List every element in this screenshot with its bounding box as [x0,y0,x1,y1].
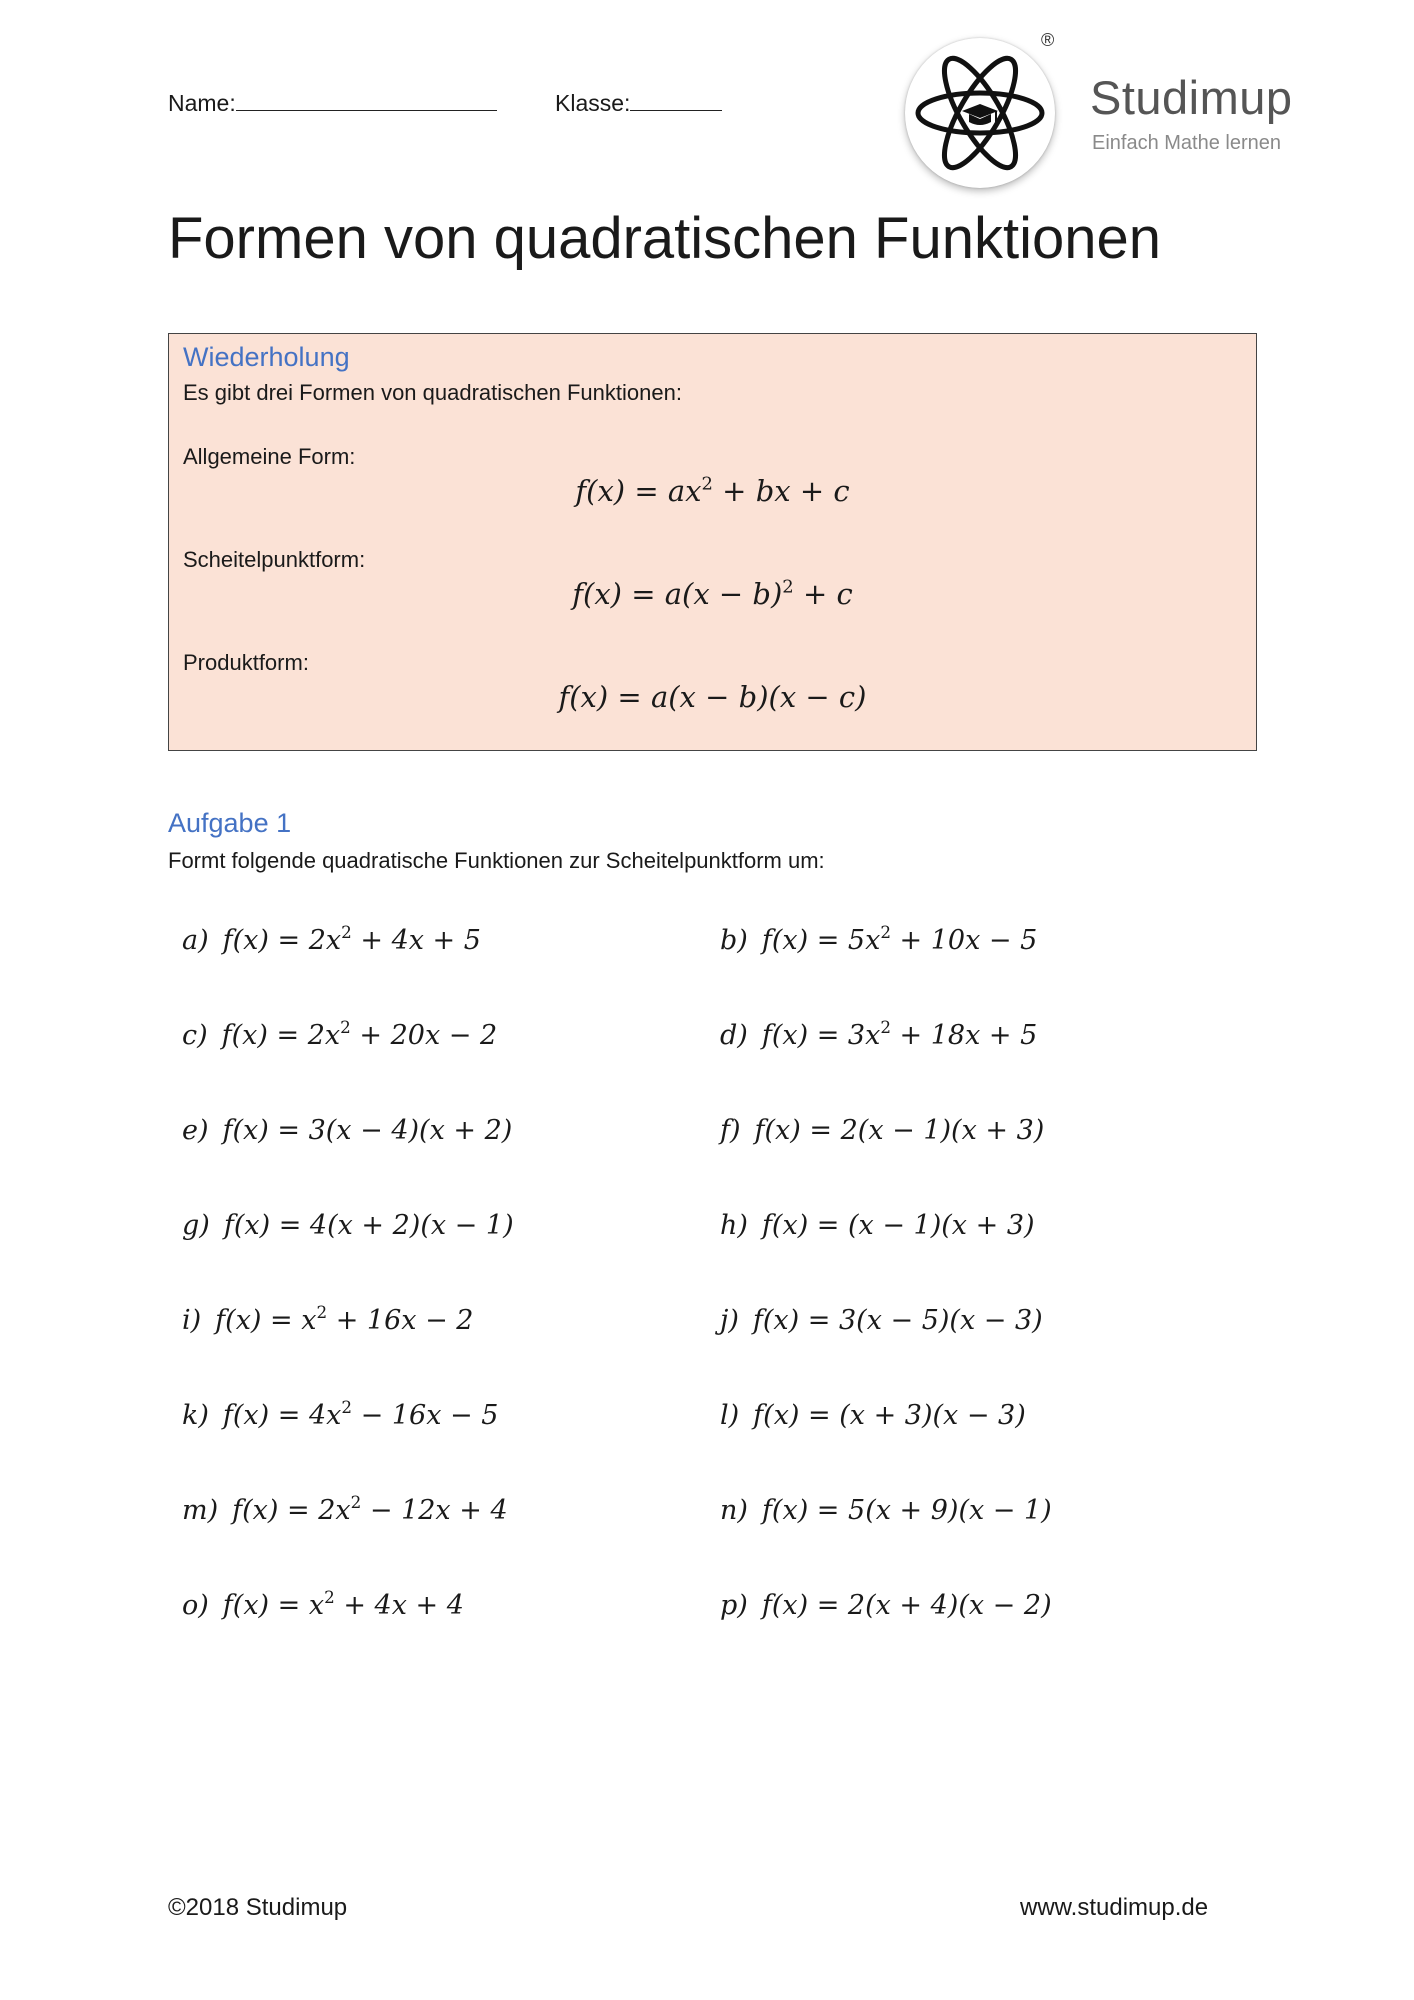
exercise-item: o) $f(x) = x^2 + 4x + 4$ [182,1587,464,1621]
exercise-item: h) f(x) = (x − 1)(x + 3) [720,1210,1035,1241]
brand-name: Studimup [1090,71,1293,124]
exercise-item: n) f(x) = 5(x + 9)(x − 1) [720,1495,1052,1526]
form-label-general: Allgemeine Form: [183,444,356,469]
exercise-label: p) [720,1590,748,1621]
exercise-item: e) f(x) = 3(x − 4)(x + 2) [182,1115,513,1146]
formula-vertex: $f(x) = a(x - b)^2 + c$ [572,576,853,611]
class-label: Klasse: [555,90,631,116]
footer-copyright: ©2018 Studimup [168,1894,348,1921]
formula-product: f(x) = a(x − b)(x − c) [558,680,867,714]
exercise-label: k) [182,1400,209,1431]
class-field [555,88,722,117]
exercise-item: c) $f(x) = 2x^2 + 20x - 2$ [182,1017,498,1051]
exercise-label: f) [720,1115,741,1146]
exercise-label: h) [720,1210,748,1241]
recap-intro: Es gibt drei Formen von quadratischen Funktionen: [183,380,682,405]
exercise-label: i) [182,1305,202,1336]
form-label-vertex: Scheitelpunktform: [183,547,366,572]
exercise-label: o) [182,1590,209,1621]
exercise-item: k) $f(x) = 4x^2 - 16x - 5$ [182,1397,499,1431]
exercise-label: l) [720,1400,740,1431]
exercise-label: g) [182,1210,210,1241]
exercise-label: d) [720,1020,748,1051]
name-blank[interactable] [236,88,497,111]
brand-tagline: Einfach Mathe lernen [1092,132,1282,154]
name-label: Name: [168,90,236,116]
exercise-label: n) [720,1495,748,1526]
exercise-item: b) $f(x) = 5x^2 + 10x - 5$ [720,922,1038,956]
formula-general: $f(x) = ax^2$ + bx + c [575,473,850,508]
task-instruction: Formt folgende quadratische Funktionen zur Scheitelpunktform um: [168,848,825,873]
exercise-item: j) f(x) = 3(x − 5)(x − 3) [720,1305,1043,1336]
task-heading: Aufgabe 1 [168,808,292,838]
exercise-item: m) $f(x) = 2x^2 - 12x + 4$ [182,1492,508,1526]
exercise-item: g) f(x) = 4(x + 2)(x − 1) [182,1210,514,1241]
form-label-product: Produktform: [183,650,309,675]
recap-box [168,333,1257,751]
recap-heading: Wiederholung [183,342,350,372]
exercise-label: a) [182,925,209,956]
registered-mark: ® [1041,30,1055,50]
exercise-label: b) [720,925,748,956]
exercise-item: a) $f(x) = 2x^2 + 4x + 5$ [182,922,481,956]
footer-website[interactable]: www.studimup.de [1020,1894,1209,1921]
exercise-label: j) [720,1305,739,1336]
exercise-label: c) [182,1020,208,1051]
logo-atom-icon [905,38,1055,188]
exercise-item: p) f(x) = 2(x + 4)(x − 2) [720,1590,1052,1621]
exercise-item: d) $f(x) = 3x^2 + 18x + 5$ [720,1017,1038,1051]
page-title: Formen von quadratischen Funktionen [168,206,1162,271]
exercise-item: l) f(x) = (x + 3)(x − 3) [720,1400,1026,1431]
exercise-item: i) $f(x) = x^2 + 16x - 2$ [182,1302,474,1336]
class-blank[interactable] [630,88,722,111]
name-field [168,88,497,117]
exercise-item: f) f(x) = 2(x − 1)(x + 3) [720,1115,1045,1146]
exercise-label: e) [182,1115,209,1146]
exercise-label: m) [182,1495,219,1526]
